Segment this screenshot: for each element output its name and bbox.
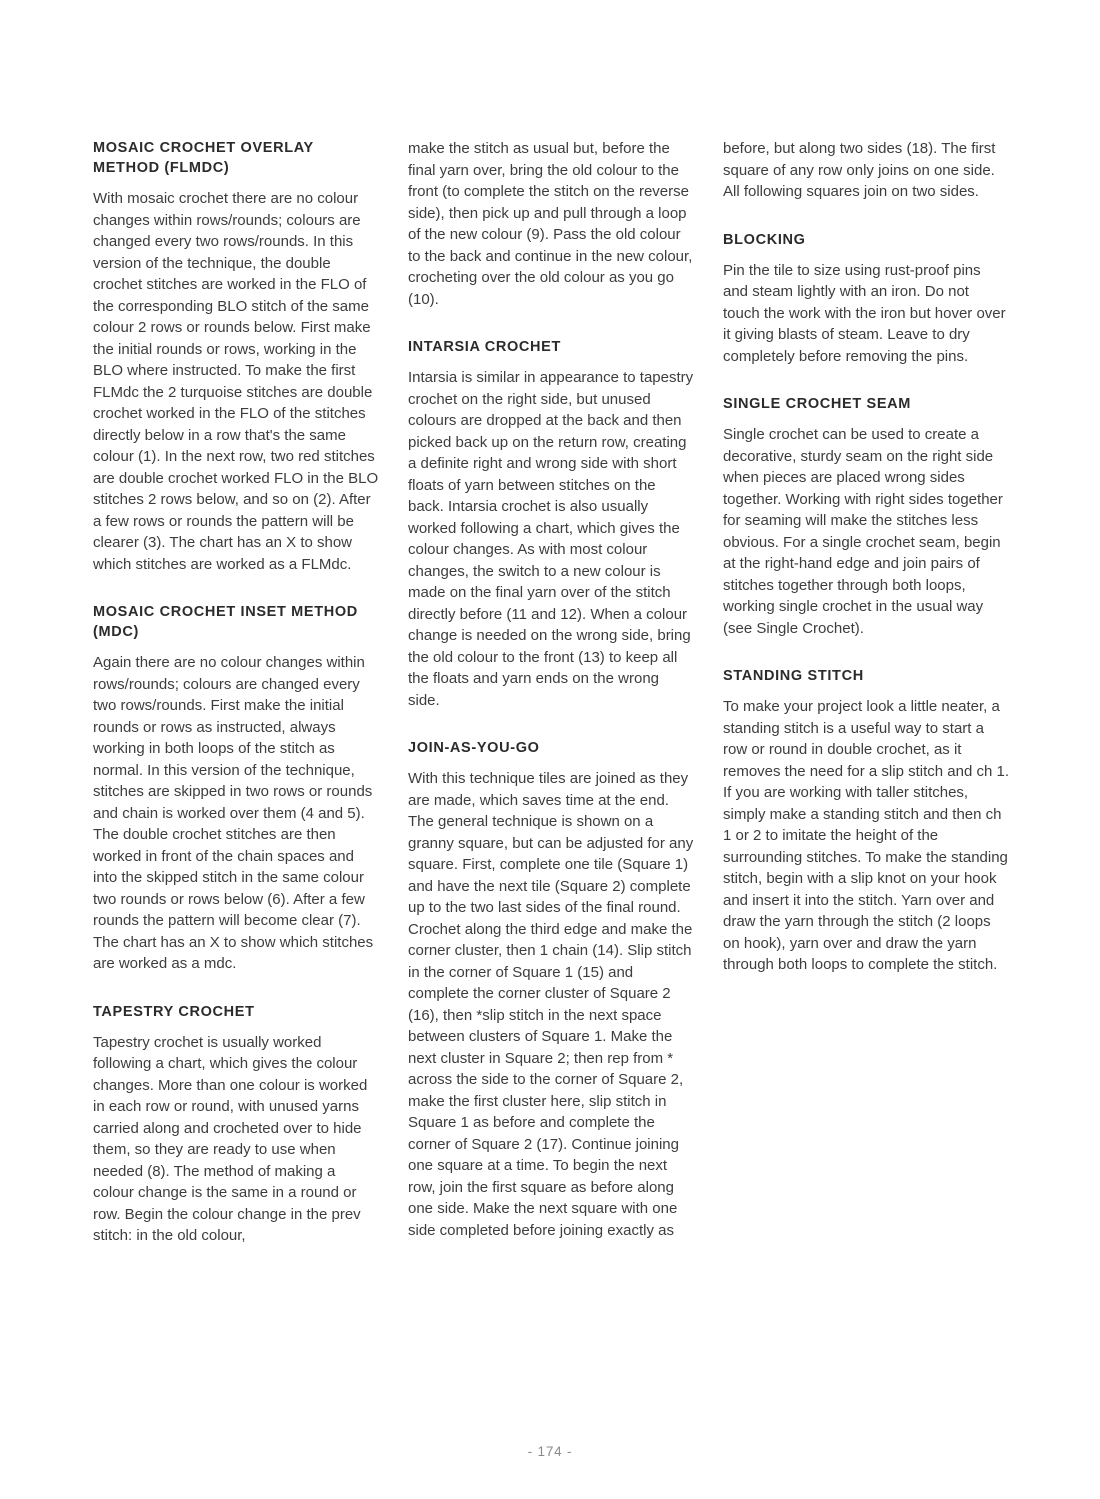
section-standing-stitch [723, 666, 1009, 976]
paragraph: To make your project look a little neater, a standing stitch is a useful way to start a row or round in double crochet, as it removes the need for a slip stitch and ch 1. If you are working with taller stitches, simply make a standing stitch and then ch 1 or 2 to imitate the height of the surrounding stitches. To make the standing stitch, begin with a slip knot on your hook and insert it into the stitch. Yarn over and draw the yarn through the stitch (2 loops on hook), yarn over and draw the yarn through both loops to complete the stitch. [723, 698, 1009, 973]
paragraph: Single crochet can be used to create a decorative, sturdy seam on the right side when pieces are placed wrong sides together. Working with right sides together for seaming will make the stitches less obvious. For a single crochet seam, begin at the right-hand edge and join pairs of stitches together through both loops, working single crochet in the usual way (see Single Crochet). [723, 426, 1003, 637]
section-tapestry-continued [408, 138, 694, 310]
section-heading: SINGLE CROCHET SEAM [723, 396, 912, 412]
section-tapestry-crochet [93, 1002, 379, 1247]
paragraph: With this technique tiles are joined as they are made, which saves time at the end. The general technique is shown on a granny square, but can be adjusted for any square. First, complete one tile (Square 1) and have the next tile (Square 2) complete up to the two last sides of the final round. Crochet along the third edge and make the corner cluster, then 1 chain (14). Slip stitch in the corner of Square 1 (15) and complete the corner cluster of Square 2 (16), then *slip stitch in the next space between clusters of Square 1. Make the next cluster in Square 2; then rep from * across the side to the corner of Square 2, make the first cluster here, slip stitch in Square 1 as before and complete the corner of Square 2 (17). Continue joining one square at a time. To begin the next row, join the first square as before along one side. Make the next square with one side completed before joining exactly as [408, 770, 694, 1239]
section-heading: INTARSIA CROCHET [408, 339, 562, 355]
text-column-1 [93, 138, 379, 1247]
section-join-continued [723, 138, 1009, 203]
text-column-2 [408, 138, 694, 1247]
paragraph: Tapestry crochet is usually worked following a chart, which gives the colour changes. More than one colour is worked in each row or round, with unused yarns carried along and crocheted over to hide them, so they are ready to use when needed (8). The method of making a colour change is the same in a round or row. Begin the colour change in the prev stitch: in the old colour, [93, 1033, 368, 1244]
section-mosaic-overlay [93, 138, 379, 575]
section-heading: BLOCKING [723, 231, 806, 248]
section-heading: MOSAIC CROCHET OVERLAY METHOD (FLMDC) [93, 140, 314, 176]
paragraph: Again there are no colour changes within rows/rounds; colours are changed every two rows/rounds. First make the initial rounds or rows as instructed, always working in both loops of the stitch as normal. In this version of the technique, stitches are skipped in two rows or rounds and chain is worked over them (4 and 5). The double crochet stitches are then worked in front of the chain spaces and into the skipped stitch in the same colour two rounds or rows below (6). After a few rounds the pattern will become clear (7). The chart has an X to show which stitches are worked as a mdc. [93, 654, 374, 972]
section-heading: TAPESTRY CROCHET [93, 1003, 255, 1020]
paragraph: With mosaic crochet there are no colour changes within rows/rounds; colours are changed every two rows/rounds. In this version of the technique, the double crochet stitches are worked in the FLO of the corresponding BLO stitch of the same colour 2 rows or rounds below. First make the initial rounds or rows, working in the BLO where instructed. To make the first FLMdc the 2 turquoise stitches are double crochet worked in the FLO of the stitches directly below in a row that's the same colour (1). In the next row, two red stitches are double crochet worked FLO in the BLO stitches 2 rows below, and so on (2). After a few rows or rounds the pattern will be clearer (3). The chart has an X to show which stitches are worked as a FLMdc. [93, 190, 379, 573]
paragraph: Intarsia is similar in appearance to tapestry crochet on the right side, but unused colours are dropped at the back and then picked back up on the return row, creating a definite right and wrong side with short floats of yarn between stitches on the back. Intarsia crochet is also usually worked following a chart, which gives the colour changes. As with most colour changes, the switch to a new colour is made on the final yarn over of the stitch directly before (11 and 12). When a colour change is needed on the wrong side, bring the old colour to the front (13) to keep all the floats and yarn ends on the wrong side. [408, 369, 694, 709]
section-heading: STANDING STITCH [723, 668, 864, 684]
section-join-as-you-go [408, 738, 694, 1241]
text-column-3 [723, 138, 1009, 1247]
section-single-crochet-seam [723, 394, 1009, 639]
section-intarsia-crochet [408, 337, 694, 711]
paragraph: make the stitch as usual but, before the final yarn over, bring the old colour to the front (to complete the stitch on the reverse side), then pick up and pull through a loop of the new colour (9). Pass the old colour to the back and continue in the new colour, crocheting over the old colour as you go (10). [408, 140, 693, 308]
section-heading: JOIN-AS-YOU-GO [408, 740, 540, 756]
section-blocking [723, 230, 1009, 368]
page-content [93, 138, 1010, 1247]
paragraph: before, but along two sides (18). The first square of any row only joins on one side. All following squares join on two sides. [723, 140, 996, 200]
paragraph: Pin the tile to size using rust-proof pins and steam lightly with an iron. Do not touch the work with the iron but hover over it giving blasts of steam. Leave to dry completely before removing the pins. [723, 261, 1006, 365]
section-mosaic-inset [93, 602, 379, 975]
page-number: - 174 - [527, 1444, 573, 1459]
section-heading: MOSAIC CROCHET INSET METHOD (MDC) [93, 604, 358, 640]
